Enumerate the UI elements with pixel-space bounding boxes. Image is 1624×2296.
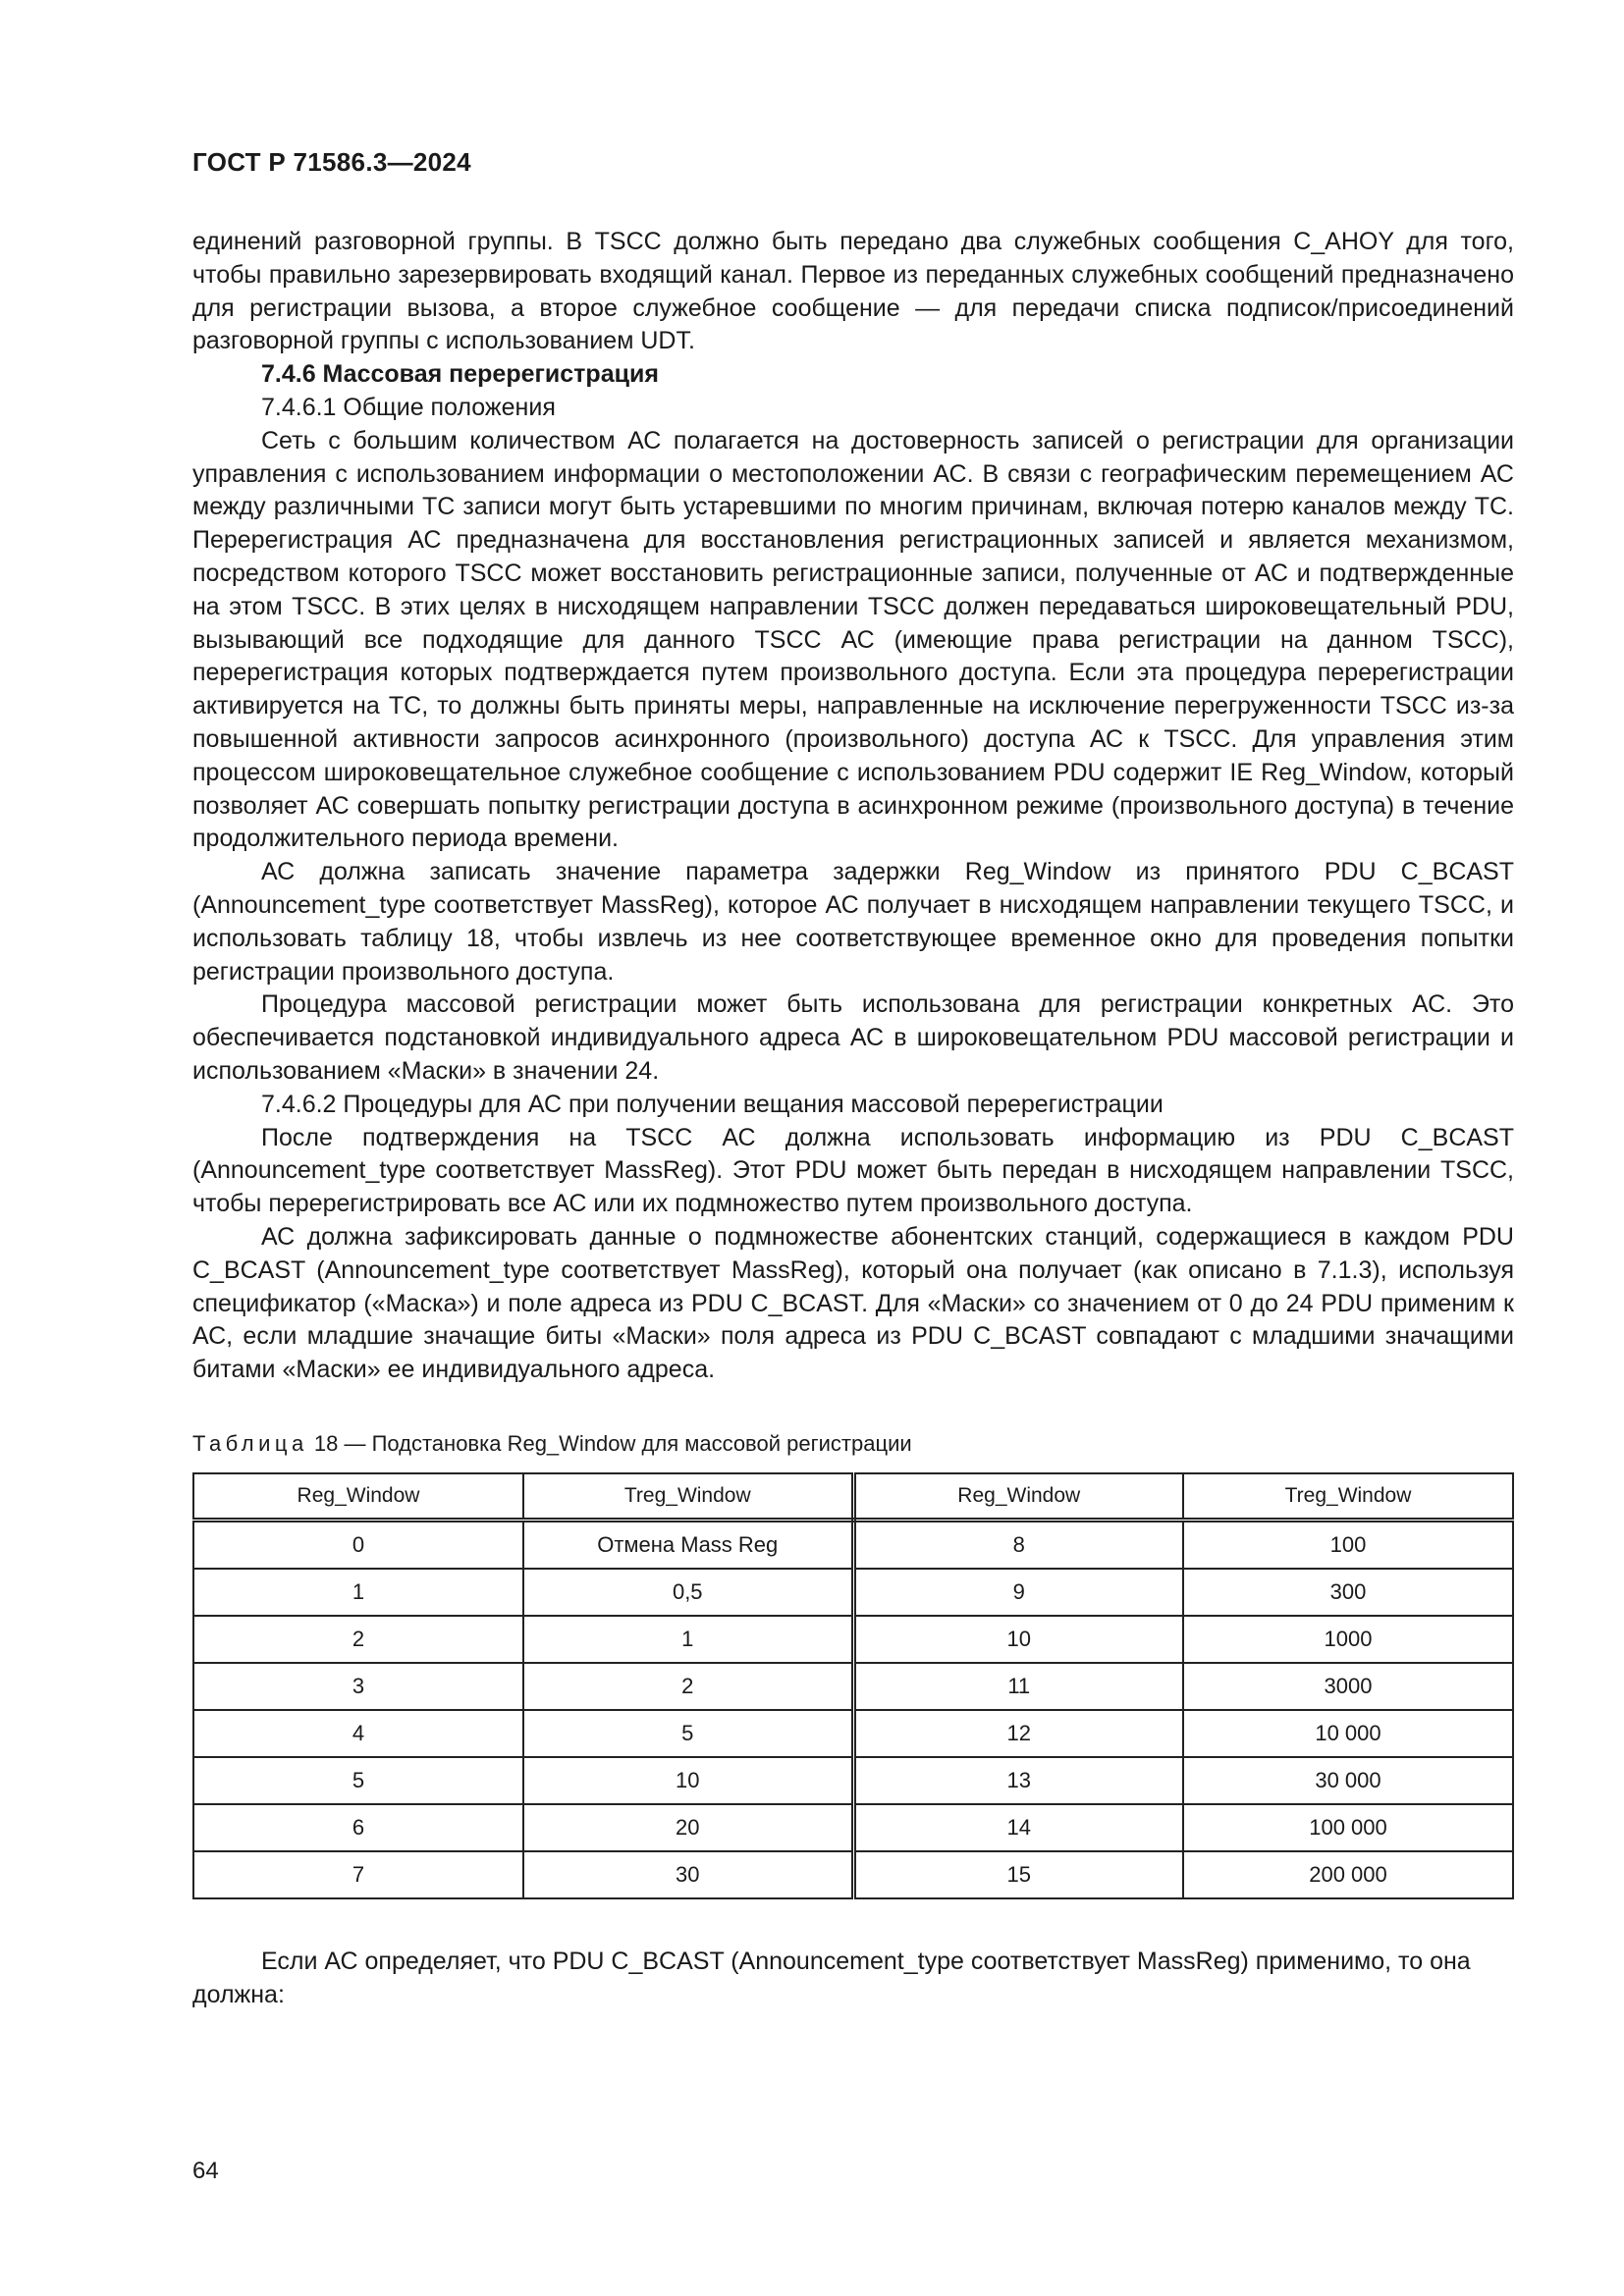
table-cell: 8 — [853, 1521, 1183, 1570]
subsection-heading: 7.4.6.2 Процедуры для АС при получении вещания массовой перерегистрации — [261, 1090, 1164, 1118]
table-row — [193, 1757, 1513, 1804]
table-cell: 6 — [193, 1804, 523, 1851]
section-heading: 7.4.6 Массовая перерегистрация — [261, 360, 659, 389]
column-header: Reg_Window — [193, 1473, 523, 1521]
table-cell: 10 000 — [1183, 1710, 1513, 1757]
column-header: Treg_Window — [523, 1473, 853, 1521]
table-cell: 20 — [523, 1804, 853, 1851]
table-row — [193, 1851, 1513, 1898]
table-cell: 5 — [523, 1710, 853, 1757]
paragraph: Сеть с большим количеством АС полагается на достоверность записей о регистрации для организации управления с использованием информации о местоположении АС. В связи с географическим перемещением АС между различными ТС записи могут быть устаревшими по многим причинам, включая потерю каналов между ТС. Перерегистрация АС предназначена для восстановления регистрационных записей и является механизмом, посредством которого TSCC может восстановить регистрационные записи, полученные от АС и подтвержденные на этом TSCC. В этих целях в нисходящем направлении TSCC должен передаваться широковещательный PDU, вызывающий все подходящие для данного TSCC АС (имеющие права регистрации на данном TSCC), перерегистрация которых подтверждается путем произвольного доступа. Если эта процедура перерегистрации активируется на ТС, то должны быть приняты меры, направленные на исключение перегруженности TSCC из-за повышенной активности запросов асинхронного (произвольного) доступа АС к TSCC. Для управления этим процессом широковещательное служебное сообщение с использованием PDU содержит IE Reg_Window, который позволяет АС совершать попытку регистрации доступа в асинхронном режиме (произвольного доступа) в течение продолжительного периода времени. — [192, 426, 1514, 853]
table-cell: 1000 — [1183, 1616, 1513, 1663]
table-cell: 12 — [853, 1710, 1183, 1757]
table-cell: 0 — [193, 1521, 523, 1570]
table-cell: 3 — [193, 1663, 523, 1710]
paragraph: Если АС определяет, что PDU C_BCAST (Announcement_type соответствует MassReg) применимо, то она должна: — [192, 1948, 1471, 2008]
table-cell: 300 — [1183, 1569, 1513, 1616]
table-cell: 0,5 — [523, 1569, 853, 1616]
table-row — [193, 1663, 1513, 1710]
paragraph: После подтверждения на TSCC АС должна использовать информацию из PDU C_BCAST (Announcement_type соответствует MassReg). Этот PDU может быть передан в нисходящем направлении TSCC, чтобы перерегистрировать все АС или их подмножество путем произвольного доступа. — [192, 1123, 1514, 1218]
table-row — [193, 1521, 1513, 1570]
table-cell: 13 — [853, 1757, 1183, 1804]
table-cell: 10 — [853, 1616, 1183, 1663]
table-cell: 5 — [193, 1757, 523, 1804]
table-caption — [192, 1431, 912, 1457]
table-header-row — [193, 1473, 1513, 1521]
body-text — [192, 226, 1514, 1387]
table-cell: 1 — [193, 1569, 523, 1616]
paragraph: АС должна записать значение параметра задержки Reg_Window из принятого PDU C_BCAST (Announcement_type соответствует MassReg), которое АС получает в нисходящем направлении текущего TSCC, и использовать таблицу 18, чтобы извлечь из нее соответствующее временное окно для проведения попытки регистрации произвольного доступа. — [192, 858, 1514, 986]
column-header: Reg_Window — [853, 1473, 1183, 1521]
table-cell: 30 000 — [1183, 1757, 1513, 1804]
table-cell: 7 — [193, 1851, 523, 1898]
table-cell: Отмена Mass Reg — [523, 1521, 853, 1570]
table-caption-prefix: Таблица — [192, 1431, 308, 1456]
table-cell: 3000 — [1183, 1663, 1513, 1710]
table-cell: 30 — [523, 1851, 853, 1898]
table-row — [193, 1569, 1513, 1616]
table-cell: 14 — [853, 1804, 1183, 1851]
table-row — [193, 1804, 1513, 1851]
page-number: 64 — [192, 2158, 219, 2184]
column-header: Treg_Window — [1183, 1473, 1513, 1521]
table-row — [193, 1710, 1513, 1757]
table-cell: 4 — [193, 1710, 523, 1757]
table-row — [193, 1616, 1513, 1663]
table-cell: 1 — [523, 1616, 853, 1663]
table-cell: 11 — [853, 1663, 1183, 1710]
paragraph: единений разговорной группы. В TSCC должно быть передано два служебных сообщения C_AHOY для того, чтобы правильно зарезервировать входящий канал. Первое из переданных служебных сообщений предназначено для регистрации вызова, а второе служебное сообщение — для передачи списка подписок/присоединений разговорной группы с использованием UDT. — [192, 228, 1514, 355]
table-cell: 10 — [523, 1757, 853, 1804]
table-cell: 200 000 — [1183, 1851, 1513, 1898]
paragraph: Процедура массовой регистрации может быть использована для регистрации конкретных АС. Это обеспечивается подстановкой индивидуального адреса АС в широковещательном PDU массовой регистрации и использованием «Маски» в значении 24. — [192, 990, 1514, 1085]
table-cell: 100 — [1183, 1521, 1513, 1570]
after-table-text — [192, 1946, 1514, 2012]
subsection-heading: 7.4.6.1 Общие положения — [261, 393, 556, 421]
table-cell: 2 — [193, 1616, 523, 1663]
table-cell: 15 — [853, 1851, 1183, 1898]
table-caption-text: 18 — Подстановка Reg_Window для массовой регистрации — [307, 1431, 912, 1456]
table-cell: 2 — [523, 1663, 853, 1710]
table-cell: 100 000 — [1183, 1804, 1513, 1851]
table-cell: 9 — [853, 1569, 1183, 1616]
paragraph: АС должна зафиксировать данные о подмножестве абонентских станций, содержащиеся в каждом PDU C_BCAST (Announcement_type соответствует MassReg), который она получает (как описано в 7.1.3), используя спецификатор («Маска») и поле адреса из PDU C_BCAST. Для «Маски» со значением от 0 до 24 PDU применим к АС, если младшие значащие биты «Маски» поля адреса из PDU C_BCAST совпадают с младшими значащими битами «Маски» ее индивидуального адреса. — [192, 1222, 1514, 1384]
document-header: ГОСТ Р 71586.3—2024 — [192, 147, 471, 177]
reg-window-table — [192, 1472, 1514, 1899]
